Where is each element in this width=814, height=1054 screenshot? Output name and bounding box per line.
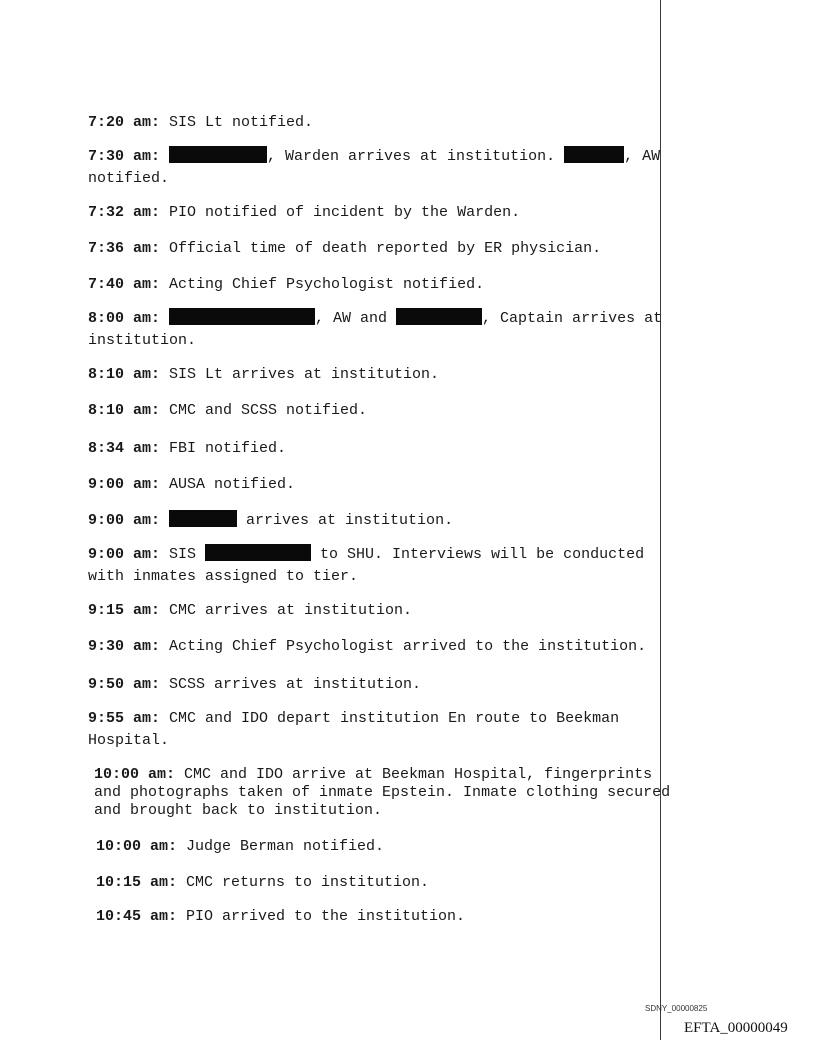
entry-time: 9:00 am:: [88, 512, 161, 529]
entry-text: Judge Berman notified.: [177, 838, 385, 855]
log-entry-continuation: [88, 730, 169, 752]
redaction-box: [169, 510, 237, 527]
scan-artifact-line: [660, 0, 661, 1040]
entry-time: 10:00 am:: [96, 838, 178, 855]
log-entry: [88, 274, 484, 296]
entry-text: arrives at institution.: [237, 512, 454, 529]
entry-text: SIS Lt notified.: [160, 114, 314, 131]
log-entry-continuation: [94, 800, 382, 822]
entry-text: notified.: [88, 170, 170, 187]
log-entry: [88, 146, 660, 168]
entry-time: 7:32 am:: [88, 204, 161, 221]
entry-text: PIO notified of incident by the Warden.: [160, 204, 521, 221]
entry-time: 8:34 am:: [88, 440, 161, 457]
log-entry-continuation: [88, 168, 169, 190]
log-entry: [88, 438, 286, 460]
entry-text: , AW and: [315, 310, 397, 327]
redaction-box: [205, 544, 311, 561]
entry-text: to SHU. Interviews will be conducted: [311, 546, 645, 563]
bates-number-small: SDNY_00000825: [645, 1004, 708, 1013]
entry-text: SCSS arrives at institution.: [160, 676, 422, 693]
log-entry: [88, 708, 619, 730]
log-entry: [88, 474, 295, 496]
log-entry: [88, 112, 313, 134]
entry-time: 9:50 am:: [88, 676, 161, 693]
log-entry: [88, 202, 520, 224]
entry-text: FBI notified.: [160, 440, 287, 457]
entry-text: Official time of death reported by ER physician.: [160, 240, 602, 257]
entry-text: CMC arrives at institution.: [160, 602, 413, 619]
entry-text: CMC and IDO depart institution En route to Beekman: [160, 710, 620, 727]
entry-time: 7:20 am:: [88, 114, 161, 131]
log-entry: [88, 544, 644, 566]
entry-time: 9:55 am:: [88, 710, 161, 727]
entry-time: 8:00 am:: [88, 310, 161, 327]
log-entry: [88, 238, 601, 260]
log-entry: [88, 364, 439, 386]
log-entry: [88, 308, 662, 330]
entry-time: 10:45 am:: [96, 908, 178, 925]
entry-time: 10:15 am:: [96, 874, 178, 891]
entry-text: SIS: [160, 546, 206, 563]
log-entry: [88, 600, 412, 622]
entry-time: 9:30 am:: [88, 638, 161, 655]
entry-text: CMC and SCSS notified.: [160, 402, 368, 419]
redaction-box: [396, 308, 482, 325]
entry-time: 9:00 am:: [88, 476, 161, 493]
entry-text: institution.: [88, 332, 197, 349]
log-entry-continuation: [88, 566, 358, 588]
entry-text: , AW: [624, 148, 661, 165]
entry-text: Hospital.: [88, 732, 170, 749]
log-entry: [88, 674, 421, 696]
entry-time: 10:00 am:: [94, 766, 176, 783]
entry-time: 7:36 am:: [88, 240, 161, 257]
entry-time: 7:40 am:: [88, 276, 161, 293]
entry-text: Acting Chief Psychologist notified.: [160, 276, 485, 293]
redaction-box: [169, 308, 315, 325]
entry-text: , Warden arrives at institution.: [267, 148, 565, 165]
entry-time: 7:30 am:: [88, 148, 161, 165]
log-entry: [88, 400, 367, 422]
log-entry: [96, 872, 429, 894]
log-entry: [88, 636, 646, 658]
entry-text: and brought back to institution.: [94, 802, 383, 819]
entry-text: Acting Chief Psychologist arrived to the institution.: [160, 638, 647, 655]
entry-text: , Captain arrives at: [482, 310, 663, 327]
entry-text: CMC and IDO arrive at Beekman Hospital, fingerprints: [175, 766, 653, 783]
redaction-box: [564, 146, 624, 163]
entry-text: and photographs taken of inmate Epstein. Inmate clothing secured: [94, 784, 671, 801]
entry-text: PIO arrived to the institution.: [177, 908, 466, 925]
entry-time: 8:10 am:: [88, 366, 161, 383]
bates-number-main: EFTA_00000049: [684, 1020, 788, 1036]
entry-text: with inmates assigned to tier.: [88, 568, 359, 585]
log-entry-continuation: [88, 330, 196, 352]
entry-time: 9:00 am:: [88, 546, 161, 563]
log-entry: [96, 906, 465, 928]
entry-time: 9:15 am:: [88, 602, 161, 619]
entry-text: AUSA notified.: [160, 476, 296, 493]
entry-text: CMC returns to institution.: [177, 874, 430, 891]
log-entry: [96, 836, 384, 858]
entry-text: SIS Lt arrives at institution.: [160, 366, 440, 383]
redaction-box: [169, 146, 267, 163]
log-entry: [88, 510, 453, 532]
entry-time: 8:10 am:: [88, 402, 161, 419]
